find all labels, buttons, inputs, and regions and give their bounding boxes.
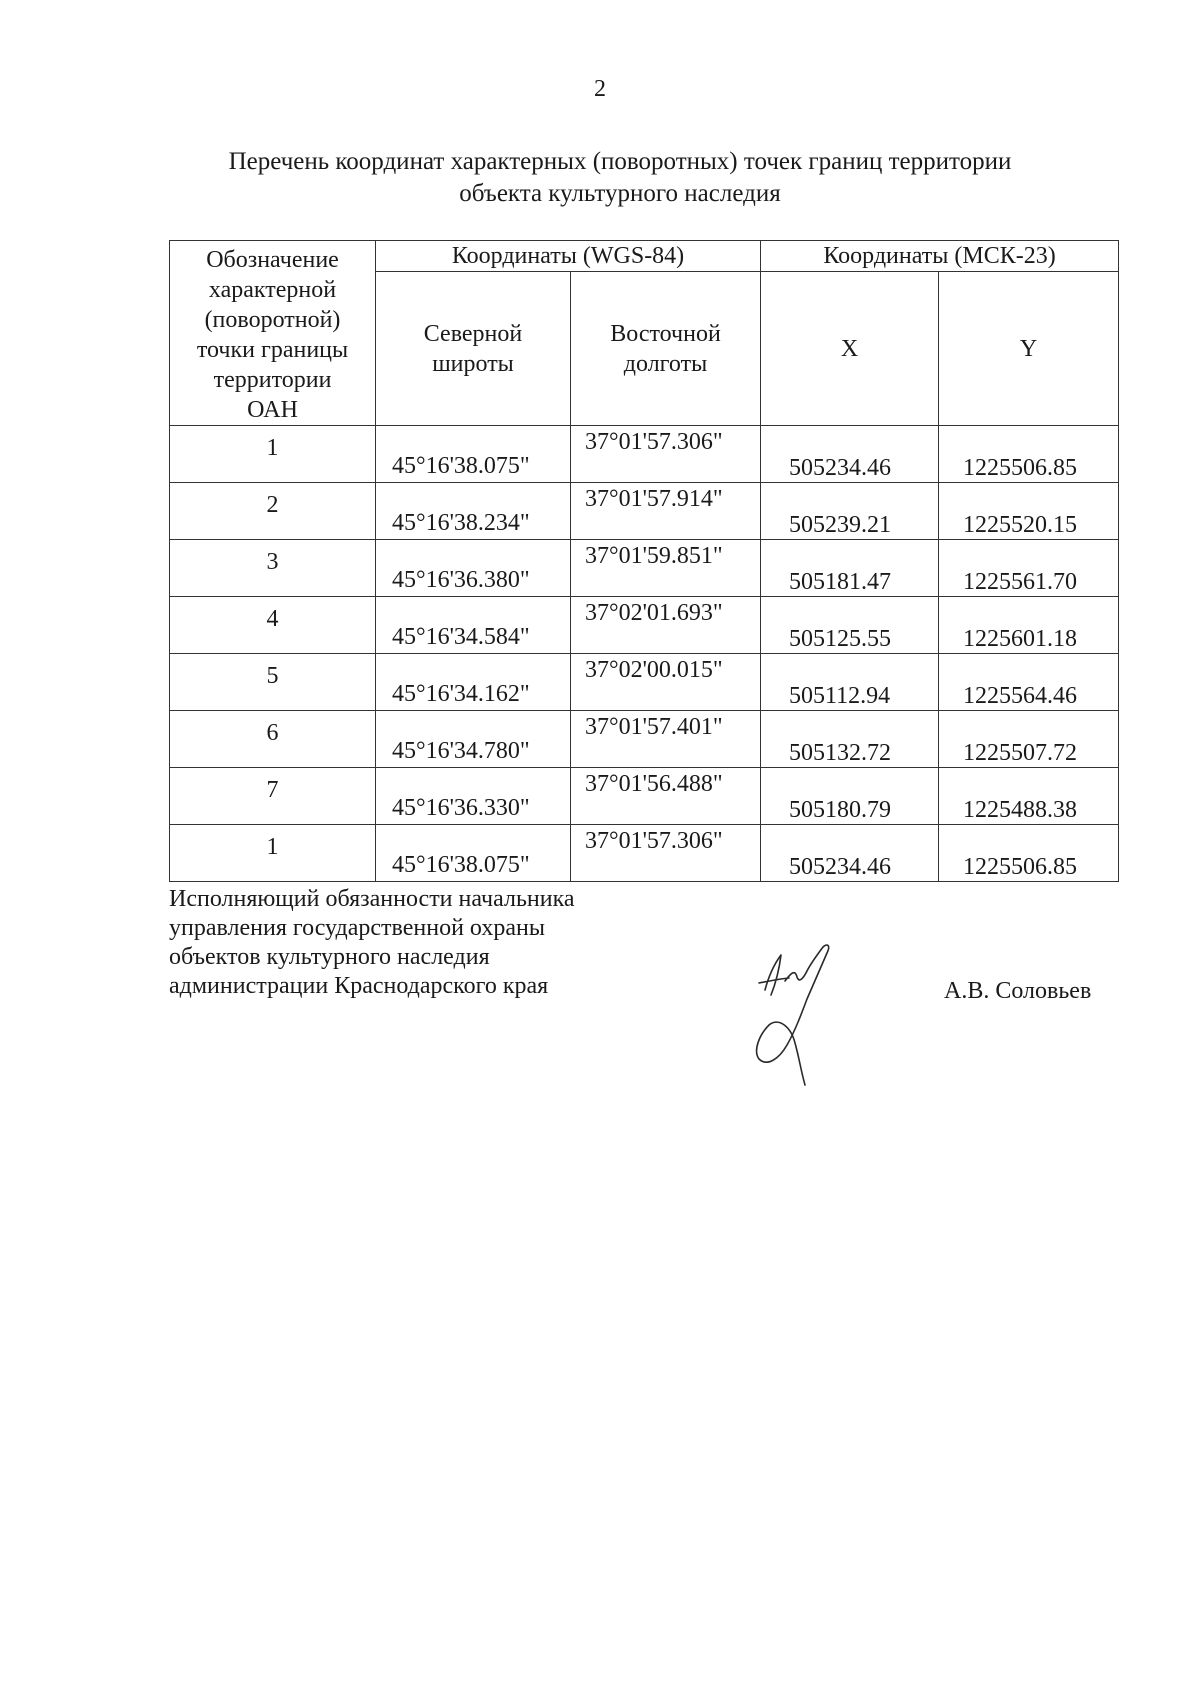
point-number-cell: 1 xyxy=(170,825,376,882)
point-number-cell: 1 xyxy=(170,426,376,483)
header-msk23: Координаты (МСК-23) xyxy=(761,241,1119,272)
longitude-cell: 37°02'01.693" xyxy=(571,597,761,654)
table-row xyxy=(170,768,1119,825)
table-row xyxy=(170,654,1119,711)
header-y: Y xyxy=(939,272,1119,426)
page-number: 2 xyxy=(594,76,606,102)
signatory-position xyxy=(169,885,689,1001)
header-point-line: точки границы xyxy=(196,337,349,363)
header-point-line: Обозначение xyxy=(206,247,339,273)
header-latitude-line: широты xyxy=(432,350,514,377)
header-longitude-line: Восточной xyxy=(610,320,721,347)
table-row xyxy=(170,711,1119,768)
header-point-line: характерной xyxy=(208,277,337,303)
y-coordinate-cell: 1225520.15 xyxy=(939,483,1119,540)
latitude-cell: 45°16'34.584" xyxy=(376,597,571,654)
longitude-cell: 37°01'59.851" xyxy=(571,540,761,597)
header-point-designation xyxy=(170,241,376,426)
latitude-cell: 45°16'38.075" xyxy=(376,426,571,483)
y-coordinate-cell: 1225488.38 xyxy=(939,768,1119,825)
longitude-cell: 37°01'56.488" xyxy=(571,768,761,825)
point-number-cell: 3 xyxy=(170,540,376,597)
x-coordinate-cell: 505132.72 xyxy=(761,711,939,768)
header-longitude-line: долготы xyxy=(623,350,708,377)
y-coordinate-cell: 1225564.46 xyxy=(939,654,1119,711)
x-coordinate-cell: 505234.46 xyxy=(761,825,939,882)
table-row xyxy=(170,426,1119,483)
header-x: X xyxy=(761,272,939,426)
point-number-cell: 6 xyxy=(170,711,376,768)
y-coordinate-cell: 1225601.18 xyxy=(939,597,1119,654)
handwritten-signature-icon xyxy=(745,935,865,1095)
table-header-row xyxy=(170,241,1119,272)
x-coordinate-cell: 505181.47 xyxy=(761,540,939,597)
x-coordinate-cell: 505234.46 xyxy=(761,426,939,483)
table-row xyxy=(170,825,1119,882)
latitude-cell: 45°16'38.075" xyxy=(376,825,571,882)
point-number-cell: 2 xyxy=(170,483,376,540)
header-longitude xyxy=(571,272,761,426)
longitude-cell: 37°01'57.914" xyxy=(571,483,761,540)
table-row xyxy=(170,597,1119,654)
y-coordinate-cell: 1225507.72 xyxy=(939,711,1119,768)
longitude-cell: 37°01'57.306" xyxy=(571,825,761,882)
document-title xyxy=(140,146,1100,210)
signatory-position-line: управления государственной охраны xyxy=(169,915,545,941)
header-latitude-line: Северной xyxy=(423,320,523,347)
signatory-position-line: Исполняющий обязанности начальника xyxy=(169,886,575,912)
table-row xyxy=(170,540,1119,597)
y-coordinate-cell: 1225561.70 xyxy=(939,540,1119,597)
y-coordinate-cell: 1225506.85 xyxy=(939,426,1119,483)
document-title-line-1: Перечень координат характерных (поворотных) точек границ территории xyxy=(228,148,1012,175)
coordinates-table xyxy=(169,240,1119,882)
header-point-line: ОАН xyxy=(247,397,298,423)
latitude-cell: 45°16'36.330" xyxy=(376,768,571,825)
point-number-cell: 4 xyxy=(170,597,376,654)
header-latitude xyxy=(376,272,571,426)
x-coordinate-cell: 505112.94 xyxy=(761,654,939,711)
document-title-line-2: объекта культурного наследия xyxy=(459,180,781,207)
latitude-cell: 45°16'38.234" xyxy=(376,483,571,540)
signatory-name: А.В. Соловьев xyxy=(944,978,1092,1004)
signatory-position-line: администрации Краснодарского края xyxy=(169,973,549,999)
y-coordinate-cell: 1225506.85 xyxy=(939,825,1119,882)
point-number-cell: 7 xyxy=(170,768,376,825)
x-coordinate-cell: 505125.55 xyxy=(761,597,939,654)
latitude-cell: 45°16'34.780" xyxy=(376,711,571,768)
latitude-cell: 45°16'36.380" xyxy=(376,540,571,597)
signatory-position-line: объектов культурного наследия xyxy=(169,944,490,970)
header-point-line: территории xyxy=(213,367,332,393)
longitude-cell: 37°01'57.306" xyxy=(571,426,761,483)
longitude-cell: 37°02'00.015" xyxy=(571,654,761,711)
x-coordinate-cell: 505180.79 xyxy=(761,768,939,825)
header-wgs84: Координаты (WGS-84) xyxy=(376,241,761,272)
x-coordinate-cell: 505239.21 xyxy=(761,483,939,540)
table-row xyxy=(170,483,1119,540)
point-number-cell: 5 xyxy=(170,654,376,711)
latitude-cell: 45°16'34.162" xyxy=(376,654,571,711)
header-point-line: (поворотной) xyxy=(204,307,341,333)
longitude-cell: 37°01'57.401" xyxy=(571,711,761,768)
